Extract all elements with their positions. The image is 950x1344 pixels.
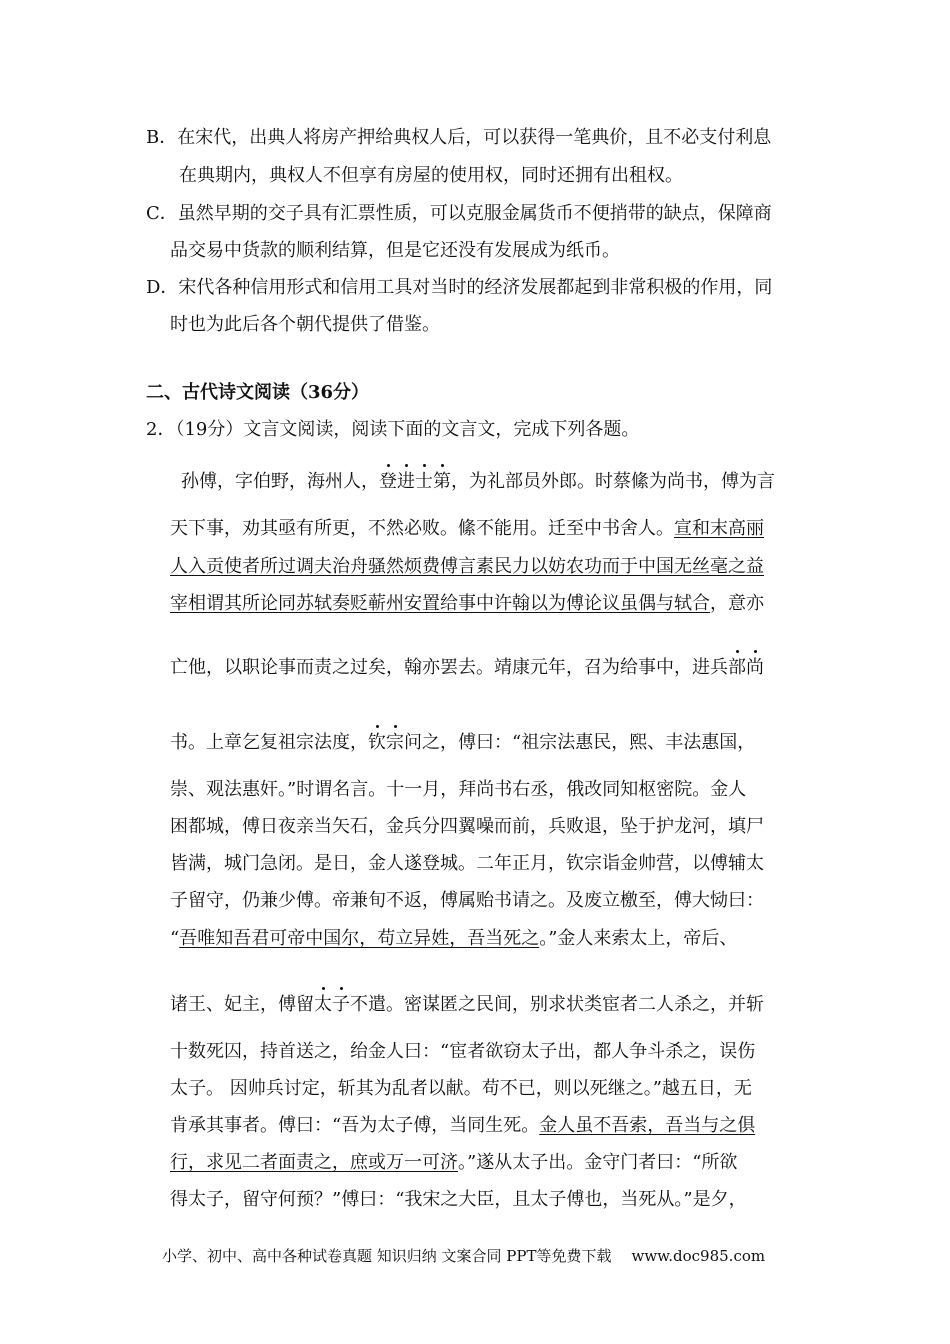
dotted-char: 部 [728,657,746,678]
passage-line-2 [170,517,764,541]
passage-line-7: 崇、观法惠奸。”时谓名言。十一月，拜尚书右丞，俄改同知枢密院。金人 [170,779,747,800]
option-d-line-2: 时也为此后各个朝代提供了借鉴。 [170,314,440,335]
dotted-char: 第 [433,471,451,492]
underlined-text: 人入贡使者所过调夫治舟骚然烦费傅言素民力以妨农功而于中国无丝毫之益 [170,556,764,577]
underlined-text: 行，求见二者面责之，庶或万一可济 [170,1152,458,1173]
section-title: 二、古代诗文阅读（36分） [146,382,370,403]
option-b-line-2: 在典期内，典权人不但享有房屋的使用权，同时还拥有出租权。 [179,165,683,186]
dotted-char: 尚 [746,657,764,678]
footer [162,1246,765,1266]
text-segment: 。”金人来索太上，帝后、 [539,928,738,949]
passage-line-16 [170,1151,737,1175]
underlined-text: 宣和末高丽 [674,518,764,539]
passage-line-4 [170,592,764,616]
passage-line-1 [181,470,775,494]
passage-line-13: 十数死囚，持首送之，绐金人曰：“宦者欲窃太子出，都人争斗杀之，误伤 [170,1041,756,1062]
text-segment: 不遣。密谋匿之民间，别求状类宦者二人杀之，并斩 [350,994,764,1015]
passage-line-3 [170,555,764,579]
question-stem: 2．（19分）文言文阅读，阅读下面的文言文，完成下列各题。 [146,419,640,440]
text-segment: 问之，傅曰：“祖宗法惠民，熙、丰法惠国， [404,732,756,753]
passage-line-5 [170,656,764,680]
passage-line-17: 得太子，留守何预？”傅曰：“我宋之大臣，且太子傅也，当死从。”是夕， [170,1189,747,1210]
text-segment: ，为礼部员外郎。时蔡絛为尚书，傅为言 [451,471,775,492]
text-segment: 天下事，劝其亟有所更，不然必败。絛不能用。迁至中书舍人。 [170,518,674,539]
passage-line-15 [170,1114,755,1138]
passage-line-14: 太子。 因帅兵讨定，斩其为乱者以献。苟不已，则以死继之。”越五日，无 [170,1078,752,1099]
dotted-char: 进 [397,471,415,492]
passage-line-9: 皆满，城门急闭。是日，金人遂登城。二年正月，钦宗诣金帅营，以傅辅太 [170,853,764,874]
text-segment: 书。上章乞复祖宗法度， [170,732,368,753]
dotted-char: 子 [332,994,350,1015]
text-segment: “ [170,928,180,949]
text-segment: ，意亦 [710,593,764,614]
text-segment: 亡他，以职论事而责之过矣，翰亦罢去。靖康元年，召为给事中，进兵 [170,657,728,678]
passage-line-8: 困都城，傅日夜亲当矢石，金兵分四翼噪而前，兵败退，坠于护龙河，填尸 [170,816,764,837]
option-c-line-1: C．虽然早期的交子具有汇票性质，可以克服金属货币不便捎带的缺点，保障商 [146,203,772,224]
footer-url[interactable]: www.doc985.com [631,1247,766,1265]
dotted-char: 宗 [386,732,404,753]
option-d-line-1: D．宋代各种信用形式和信用工具对当时的经济发展都起到非常积极的作用，同 [146,277,773,298]
option-b-line-1: B．在宋代，出典人将房产押给典权人后，可以获得一笔典价，且不必支付利息 [146,127,772,148]
underlined-text: 吾唯知吾君可帝中国尔，苟立异姓，吾当死之 [179,928,540,949]
dotted-char: 太 [314,994,332,1015]
passage-line-11 [170,927,737,951]
dotted-char: 钦 [368,732,386,753]
passage-line-6 [170,731,755,755]
option-c-line-2: 品交易中货款的顺利结算，但是它还没有发展成为纸币。 [170,240,620,261]
underlined-text: 金人虽不吾索，吾当与之俱 [539,1115,756,1136]
passage-line-10: 子留守，仍兼少傅。帝兼旬不返，傅属贻书请之。及废立檄至，傅大恸曰： [170,890,764,911]
text-segment: 肯承其事者。傅曰：“吾为太子傅，当同生死。 [170,1115,540,1136]
text-segment: 。”遂从太子出。金守门者曰：“所欲 [458,1152,738,1173]
text-segment: 孙傅，字伯野，海州人， [181,471,379,492]
text-segment: 诸王、妃主，傅留 [170,994,314,1015]
dotted-char: 登 [379,471,397,492]
underlined-text: 宰相谓其所论同苏轼奏贬蕲州安置给事中许翰以为傅论议虽偶与轼合 [170,593,710,614]
footer-text: 小学、初中、高中各种试卷真题 知识归纳 文案合同 PPT等免费下载 [162,1247,612,1265]
passage-line-12 [170,993,764,1017]
dotted-char: 士 [415,471,433,492]
